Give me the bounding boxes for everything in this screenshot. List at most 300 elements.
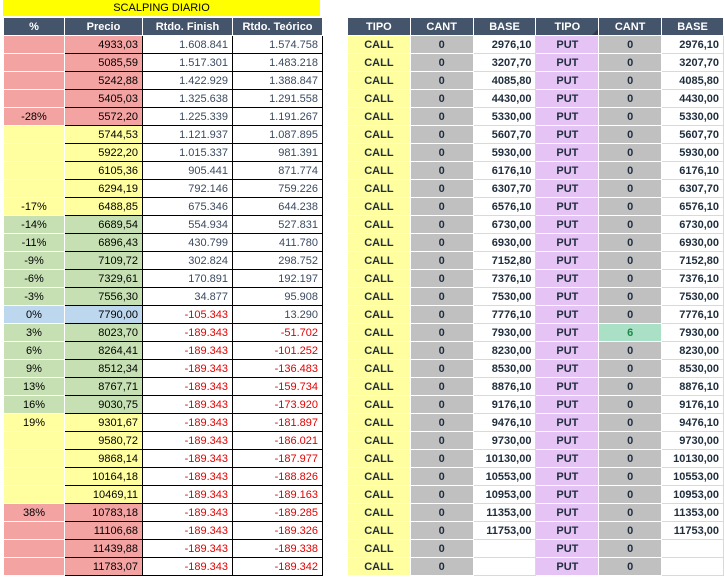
price-cell[interactable]: 11783,07 [65,558,143,576]
rtdo-teorico-cell[interactable]: -189.285 [233,504,323,522]
put-qty-cell[interactable]: 0 [599,378,662,396]
call-type-cell[interactable]: CALL [348,216,411,234]
price-cell[interactable]: 5405,03 [65,90,143,108]
rtdo-teorico-cell[interactable]: 192.197 [233,270,323,288]
put-qty-cell[interactable]: 0 [599,522,662,540]
call-base-cell[interactable]: 6176,10 [473,162,536,180]
header-cant-put[interactable]: CANT [599,18,662,36]
call-base-cell[interactable]: 9176,10 [473,396,536,414]
call-base-cell[interactable]: 6307,70 [473,180,536,198]
call-base-cell[interactable]: 9730,00 [473,432,536,450]
pct-cell[interactable] [4,558,65,576]
call-qty-cell[interactable]: 0 [410,144,473,162]
put-qty-cell[interactable]: 0 [599,450,662,468]
put-type-cell[interactable]: PUT [536,342,599,360]
put-type-cell[interactable]: PUT [536,360,599,378]
put-type-cell[interactable]: PUT [536,378,599,396]
put-base-cell[interactable]: 6307,70 [662,180,724,198]
pct-cell[interactable]: -17% [4,198,65,216]
rtdo-finish-cell[interactable]: -189.343 [143,396,233,414]
call-type-cell[interactable]: CALL [348,522,411,540]
rtdo-teorico-cell[interactable]: -189.342 [233,558,323,576]
call-qty-cell[interactable]: 0 [410,198,473,216]
call-type-cell[interactable]: CALL [348,396,411,414]
call-type-cell[interactable]: CALL [348,504,411,522]
put-qty-cell[interactable]: 0 [599,486,662,504]
call-base-cell[interactable]: 8876,10 [473,378,536,396]
price-cell[interactable]: 7556,30 [65,288,143,306]
rtdo-finish-cell[interactable]: 1.517.301 [143,54,233,72]
put-base-cell[interactable]: 7152,80 [662,252,724,270]
rtdo-finish-cell[interactable]: 1.225.339 [143,108,233,126]
rtdo-teorico-cell[interactable]: 1.574.758 [233,36,323,54]
call-type-cell[interactable]: CALL [348,126,411,144]
pct-cell[interactable]: 38% [4,504,65,522]
header-pct[interactable]: % [4,18,65,36]
call-qty-cell[interactable]: 0 [410,324,473,342]
call-type-cell[interactable]: CALL [348,378,411,396]
call-qty-cell[interactable]: 0 [410,108,473,126]
header-base-put[interactable]: BASE [662,18,724,36]
call-base-cell[interactable]: 5930,00 [473,144,536,162]
call-base-cell[interactable]: 4085,80 [473,72,536,90]
put-base-cell[interactable]: 6576,10 [662,198,724,216]
call-qty-cell[interactable]: 0 [410,504,473,522]
put-base-cell[interactable]: 6930,00 [662,234,724,252]
call-base-cell[interactable]: 6730,00 [473,216,536,234]
put-qty-cell[interactable]: 0 [599,216,662,234]
rtdo-finish-cell[interactable]: 1.422.929 [143,72,233,90]
rtdo-teorico-cell[interactable]: -173.920 [233,396,323,414]
call-qty-cell[interactable]: 0 [410,72,473,90]
rtdo-teorico-cell[interactable]: -188.826 [233,468,323,486]
price-cell[interactable]: 5744,53 [65,126,143,144]
rtdo-teorico-cell[interactable]: 871.774 [233,162,323,180]
put-qty-cell[interactable]: 6 [599,324,662,342]
put-base-cell[interactable]: 3207,70 [662,54,724,72]
put-type-cell[interactable]: PUT [536,540,599,558]
put-base-cell[interactable]: 5930,00 [662,144,724,162]
rtdo-teorico-cell[interactable]: 759.226 [233,180,323,198]
call-base-cell[interactable]: 2976,10 [473,36,536,54]
price-cell[interactable]: 6689,54 [65,216,143,234]
put-type-cell[interactable]: PUT [536,558,599,576]
put-base-cell[interactable]: 4085,80 [662,72,724,90]
call-type-cell[interactable]: CALL [348,540,411,558]
pct-cell[interactable] [4,450,65,468]
put-type-cell[interactable]: PUT [536,216,599,234]
call-type-cell[interactable]: CALL [348,72,411,90]
price-cell[interactable]: 11439,88 [65,540,143,558]
put-qty-cell[interactable]: 0 [599,468,662,486]
put-base-cell[interactable]: 5607,70 [662,126,724,144]
pct-cell[interactable]: -6% [4,270,65,288]
rtdo-finish-cell[interactable]: -189.343 [143,450,233,468]
price-cell[interactable]: 5242,88 [65,72,143,90]
rtdo-teorico-cell[interactable]: -187.977 [233,450,323,468]
put-qty-cell[interactable]: 0 [599,36,662,54]
put-qty-cell[interactable]: 0 [599,180,662,198]
call-qty-cell[interactable]: 0 [410,522,473,540]
put-base-cell[interactable]: 7376,10 [662,270,724,288]
price-cell[interactable]: 6294,19 [65,180,143,198]
put-qty-cell[interactable]: 0 [599,144,662,162]
call-qty-cell[interactable]: 0 [410,216,473,234]
call-qty-cell[interactable]: 0 [410,414,473,432]
put-base-cell[interactable]: 10130,00 [662,450,724,468]
call-type-cell[interactable]: CALL [348,414,411,432]
rtdo-teorico-cell[interactable]: 527.831 [233,216,323,234]
pct-cell[interactable]: -3% [4,288,65,306]
header-precio[interactable]: Precio [65,18,143,36]
sheet-title[interactable]: SCALPING DIARIO [3,0,320,16]
call-type-cell[interactable]: CALL [348,342,411,360]
price-cell[interactable]: 7329,61 [65,270,143,288]
call-qty-cell[interactable]: 0 [410,342,473,360]
call-qty-cell[interactable]: 0 [410,540,473,558]
pct-cell[interactable]: 6% [4,342,65,360]
pct-cell[interactable]: 19% [4,414,65,432]
call-type-cell[interactable]: CALL [348,450,411,468]
put-type-cell[interactable]: PUT [536,288,599,306]
price-cell[interactable]: 6105,36 [65,162,143,180]
put-base-cell[interactable]: 2976,10 [662,36,724,54]
call-qty-cell[interactable]: 0 [410,468,473,486]
price-cell[interactable]: 8767,71 [65,378,143,396]
call-qty-cell[interactable]: 0 [410,306,473,324]
rtdo-teorico-cell[interactable]: 95.908 [233,288,323,306]
put-base-cell[interactable] [662,540,724,558]
price-cell[interactable]: 9030,75 [65,396,143,414]
put-qty-cell[interactable]: 0 [599,504,662,522]
rtdo-finish-cell[interactable]: 1.325.638 [143,90,233,108]
header-base-call[interactable]: BASE [473,18,536,36]
call-base-cell[interactable] [473,558,536,576]
call-type-cell[interactable]: CALL [348,468,411,486]
pct-cell[interactable]: -14% [4,216,65,234]
call-base-cell[interactable]: 11353,00 [473,504,536,522]
rtdo-teorico-cell[interactable]: -181.897 [233,414,323,432]
put-type-cell[interactable]: PUT [536,198,599,216]
header-cant-call[interactable]: CANT [410,18,473,36]
rtdo-teorico-cell[interactable]: 1.483.218 [233,54,323,72]
call-type-cell[interactable]: CALL [348,288,411,306]
put-type-cell[interactable]: PUT [536,126,599,144]
pct-cell[interactable] [4,72,65,90]
put-type-cell[interactable]: PUT [536,72,599,90]
put-qty-cell[interactable]: 0 [599,126,662,144]
put-type-cell[interactable]: PUT [536,450,599,468]
put-qty-cell[interactable]: 0 [599,360,662,378]
pct-cell[interactable]: 9% [4,360,65,378]
put-qty-cell[interactable]: 0 [599,252,662,270]
call-base-cell[interactable]: 10953,00 [473,486,536,504]
pct-cell[interactable] [4,90,65,108]
put-type-cell[interactable]: PUT [536,324,599,342]
pct-cell[interactable]: -28% [4,108,65,126]
call-type-cell[interactable]: CALL [348,90,411,108]
pct-cell[interactable] [4,54,65,72]
rtdo-finish-cell[interactable]: -189.343 [143,486,233,504]
rtdo-finish-cell[interactable]: -189.343 [143,378,233,396]
call-base-cell[interactable]: 11753,00 [473,522,536,540]
call-qty-cell[interactable]: 0 [410,450,473,468]
call-base-cell[interactable]: 10130,00 [473,450,536,468]
pct-cell[interactable] [4,468,65,486]
rtdo-finish-cell[interactable]: -105.343 [143,306,233,324]
put-base-cell[interactable]: 7776,10 [662,306,724,324]
call-type-cell[interactable]: CALL [348,558,411,576]
pct-cell[interactable] [4,432,65,450]
put-type-cell[interactable]: PUT [536,486,599,504]
put-type-cell[interactable]: PUT [536,180,599,198]
put-base-cell[interactable]: 11753,00 [662,522,724,540]
put-base-cell[interactable]: 11353,00 [662,504,724,522]
price-cell[interactable]: 8264,41 [65,342,143,360]
call-qty-cell[interactable]: 0 [410,360,473,378]
call-qty-cell[interactable]: 0 [410,90,473,108]
put-base-cell[interactable]: 9176,10 [662,396,724,414]
call-type-cell[interactable]: CALL [348,270,411,288]
rtdo-teorico-cell[interactable]: 644.238 [233,198,323,216]
price-cell[interactable]: 11106,68 [65,522,143,540]
rtdo-finish-cell[interactable]: 430.799 [143,234,233,252]
rtdo-finish-cell[interactable]: -189.343 [143,468,233,486]
put-type-cell[interactable]: PUT [536,522,599,540]
put-type-cell[interactable]: PUT [536,54,599,72]
put-base-cell[interactable]: 8230,00 [662,342,724,360]
call-type-cell[interactable]: CALL [348,108,411,126]
put-qty-cell[interactable]: 0 [599,414,662,432]
price-cell[interactable]: 5922,20 [65,144,143,162]
call-base-cell[interactable]: 7776,10 [473,306,536,324]
put-base-cell[interactable]: 9476,10 [662,414,724,432]
rtdo-finish-cell[interactable]: -189.343 [143,360,233,378]
rtdo-finish-cell[interactable]: 170.891 [143,270,233,288]
put-qty-cell[interactable]: 0 [599,162,662,180]
pct-cell[interactable] [4,486,65,504]
put-type-cell[interactable]: PUT [536,36,599,54]
rtdo-finish-cell[interactable]: -189.343 [143,522,233,540]
header-rtdo-teorico[interactable]: Rtdo. Teórico [233,18,323,36]
call-type-cell[interactable]: CALL [348,234,411,252]
rtdo-teorico-cell[interactable]: 1.388.847 [233,72,323,90]
call-base-cell[interactable]: 7530,00 [473,288,536,306]
call-base-cell[interactable]: 4430,00 [473,90,536,108]
rtdo-teorico-cell[interactable]: -136.483 [233,360,323,378]
call-qty-cell[interactable]: 0 [410,486,473,504]
put-type-cell[interactable]: PUT [536,270,599,288]
price-cell[interactable]: 5572,20 [65,108,143,126]
call-base-cell[interactable]: 6576,10 [473,198,536,216]
price-cell[interactable]: 4933,03 [65,36,143,54]
rtdo-finish-cell[interactable]: -189.343 [143,414,233,432]
rtdo-finish-cell[interactable]: -189.343 [143,504,233,522]
call-qty-cell[interactable]: 0 [410,558,473,576]
price-cell[interactable]: 8023,70 [65,324,143,342]
put-qty-cell[interactable]: 0 [599,432,662,450]
put-type-cell[interactable]: PUT [536,234,599,252]
pct-cell[interactable] [4,522,65,540]
pct-cell[interactable]: 0% [4,306,65,324]
call-qty-cell[interactable]: 0 [410,396,473,414]
rtdo-teorico-cell[interactable]: 1.087.895 [233,126,323,144]
rtdo-finish-cell[interactable]: 1.015.337 [143,144,233,162]
rtdo-teorico-cell[interactable]: -51.702 [233,324,323,342]
call-base-cell[interactable] [473,540,536,558]
put-base-cell[interactable]: 6730,00 [662,216,724,234]
call-base-cell[interactable]: 7376,10 [473,270,536,288]
price-cell[interactable]: 10783,18 [65,504,143,522]
call-type-cell[interactable]: CALL [348,180,411,198]
price-cell[interactable]: 9301,67 [65,414,143,432]
call-type-cell[interactable]: CALL [348,360,411,378]
rtdo-teorico-cell[interactable]: 411.780 [233,234,323,252]
put-base-cell[interactable]: 4430,00 [662,90,724,108]
price-cell[interactable]: 8512,34 [65,360,143,378]
price-cell[interactable]: 7790,00 [65,306,143,324]
put-qty-cell[interactable]: 0 [599,54,662,72]
call-type-cell[interactable]: CALL [348,486,411,504]
call-qty-cell[interactable]: 0 [410,288,473,306]
price-cell[interactable]: 6896,43 [65,234,143,252]
rtdo-finish-cell[interactable]: -189.343 [143,540,233,558]
call-type-cell[interactable]: CALL [348,306,411,324]
pct-cell[interactable]: 13% [4,378,65,396]
call-base-cell[interactable]: 8230,00 [473,342,536,360]
price-cell[interactable]: 5085,59 [65,54,143,72]
rtdo-teorico-cell[interactable]: 981.391 [233,144,323,162]
header-tipo-put[interactable] [536,18,599,36]
call-base-cell[interactable]: 9476,10 [473,414,536,432]
header-tipo-call[interactable]: TIPO [348,18,411,36]
put-type-cell[interactable]: PUT [536,252,599,270]
pct-cell[interactable]: 3% [4,324,65,342]
put-type-cell[interactable]: PUT [536,90,599,108]
call-type-cell[interactable]: CALL [348,198,411,216]
call-base-cell[interactable]: 5330,00 [473,108,536,126]
put-qty-cell[interactable]: 0 [599,108,662,126]
price-cell[interactable]: 10469,11 [65,486,143,504]
call-type-cell[interactable]: CALL [348,324,411,342]
price-cell[interactable]: 6488,85 [65,198,143,216]
put-qty-cell[interactable]: 0 [599,288,662,306]
pct-cell[interactable] [4,162,65,180]
put-type-cell[interactable]: PUT [536,396,599,414]
rtdo-finish-cell[interactable]: -189.343 [143,342,233,360]
rtdo-finish-cell[interactable]: 1.608.841 [143,36,233,54]
call-base-cell[interactable]: 3207,70 [473,54,536,72]
put-type-cell[interactable]: PUT [536,108,599,126]
rtdo-teorico-cell[interactable]: -159.734 [233,378,323,396]
rtdo-finish-cell[interactable]: -189.343 [143,432,233,450]
rtdo-finish-cell[interactable]: 34.877 [143,288,233,306]
rtdo-teorico-cell[interactable]: 1.191.267 [233,108,323,126]
rtdo-teorico-cell[interactable]: -189.163 [233,486,323,504]
rtdo-finish-cell[interactable]: 792.146 [143,180,233,198]
call-qty-cell[interactable]: 0 [410,54,473,72]
pct-cell[interactable] [4,36,65,54]
put-qty-cell[interactable]: 0 [599,270,662,288]
put-qty-cell[interactable]: 0 [599,306,662,324]
rtdo-teorico-cell[interactable]: -101.252 [233,342,323,360]
put-qty-cell[interactable]: 0 [599,558,662,576]
call-qty-cell[interactable]: 0 [410,180,473,198]
rtdo-finish-cell[interactable]: 675.346 [143,198,233,216]
rtdo-finish-cell[interactable]: -189.343 [143,558,233,576]
put-qty-cell[interactable]: 0 [599,234,662,252]
price-cell[interactable]: 7109,72 [65,252,143,270]
call-type-cell[interactable]: CALL [348,252,411,270]
call-base-cell[interactable]: 7930,00 [473,324,536,342]
pct-cell[interactable] [4,126,65,144]
put-qty-cell[interactable]: 0 [599,72,662,90]
call-type-cell[interactable]: CALL [348,36,411,54]
put-qty-cell[interactable]: 0 [599,198,662,216]
header-rtdo-finish[interactable]: Rtdo. Finish [143,18,233,36]
put-type-cell[interactable]: PUT [536,504,599,522]
put-type-cell[interactable]: PUT [536,468,599,486]
put-type-cell[interactable]: PUT [536,306,599,324]
call-type-cell[interactable]: CALL [348,54,411,72]
price-cell[interactable]: 10164,18 [65,468,143,486]
call-type-cell[interactable]: CALL [348,162,411,180]
rtdo-finish-cell[interactable]: 1.121.937 [143,126,233,144]
rtdo-teorico-cell[interactable]: -189.326 [233,522,323,540]
rtdo-teorico-cell[interactable]: -189.338 [233,540,323,558]
put-type-cell[interactable]: PUT [536,144,599,162]
call-qty-cell[interactable]: 0 [410,36,473,54]
call-type-cell[interactable]: CALL [348,432,411,450]
put-qty-cell[interactable]: 0 [599,342,662,360]
price-cell[interactable]: 9580,72 [65,432,143,450]
rtdo-finish-cell[interactable]: 302.824 [143,252,233,270]
pct-cell[interactable] [4,540,65,558]
put-base-cell[interactable]: 10553,00 [662,468,724,486]
pct-cell[interactable]: -9% [4,252,65,270]
call-qty-cell[interactable]: 0 [410,126,473,144]
call-type-cell[interactable]: CALL [348,144,411,162]
call-qty-cell[interactable]: 0 [410,378,473,396]
put-base-cell[interactable]: 9730,00 [662,432,724,450]
put-base-cell[interactable]: 5330,00 [662,108,724,126]
pct-cell[interactable] [4,180,65,198]
rtdo-finish-cell[interactable]: -189.343 [143,324,233,342]
rtdo-teorico-cell[interactable]: 298.752 [233,252,323,270]
put-base-cell[interactable]: 8530,00 [662,360,724,378]
pct-cell[interactable]: 16% [4,396,65,414]
call-base-cell[interactable]: 10553,00 [473,468,536,486]
put-qty-cell[interactable]: 0 [599,396,662,414]
rtdo-teorico-cell[interactable]: 13.290 [233,306,323,324]
call-base-cell[interactable]: 6930,00 [473,234,536,252]
call-qty-cell[interactable]: 0 [410,162,473,180]
put-type-cell[interactable]: PUT [536,162,599,180]
rtdo-finish-cell[interactable]: 905.441 [143,162,233,180]
call-qty-cell[interactable]: 0 [410,252,473,270]
price-cell[interactable]: 9868,14 [65,450,143,468]
pct-cell[interactable] [4,144,65,162]
call-qty-cell[interactable]: 0 [410,432,473,450]
pct-cell[interactable]: -11% [4,234,65,252]
call-base-cell[interactable]: 8530,00 [473,360,536,378]
put-base-cell[interactable] [662,558,724,576]
put-qty-cell[interactable]: 0 [599,540,662,558]
rtdo-finish-cell[interactable]: 554.934 [143,216,233,234]
call-base-cell[interactable]: 5607,70 [473,126,536,144]
call-base-cell[interactable]: 7152,80 [473,252,536,270]
put-type-cell[interactable]: PUT [536,432,599,450]
